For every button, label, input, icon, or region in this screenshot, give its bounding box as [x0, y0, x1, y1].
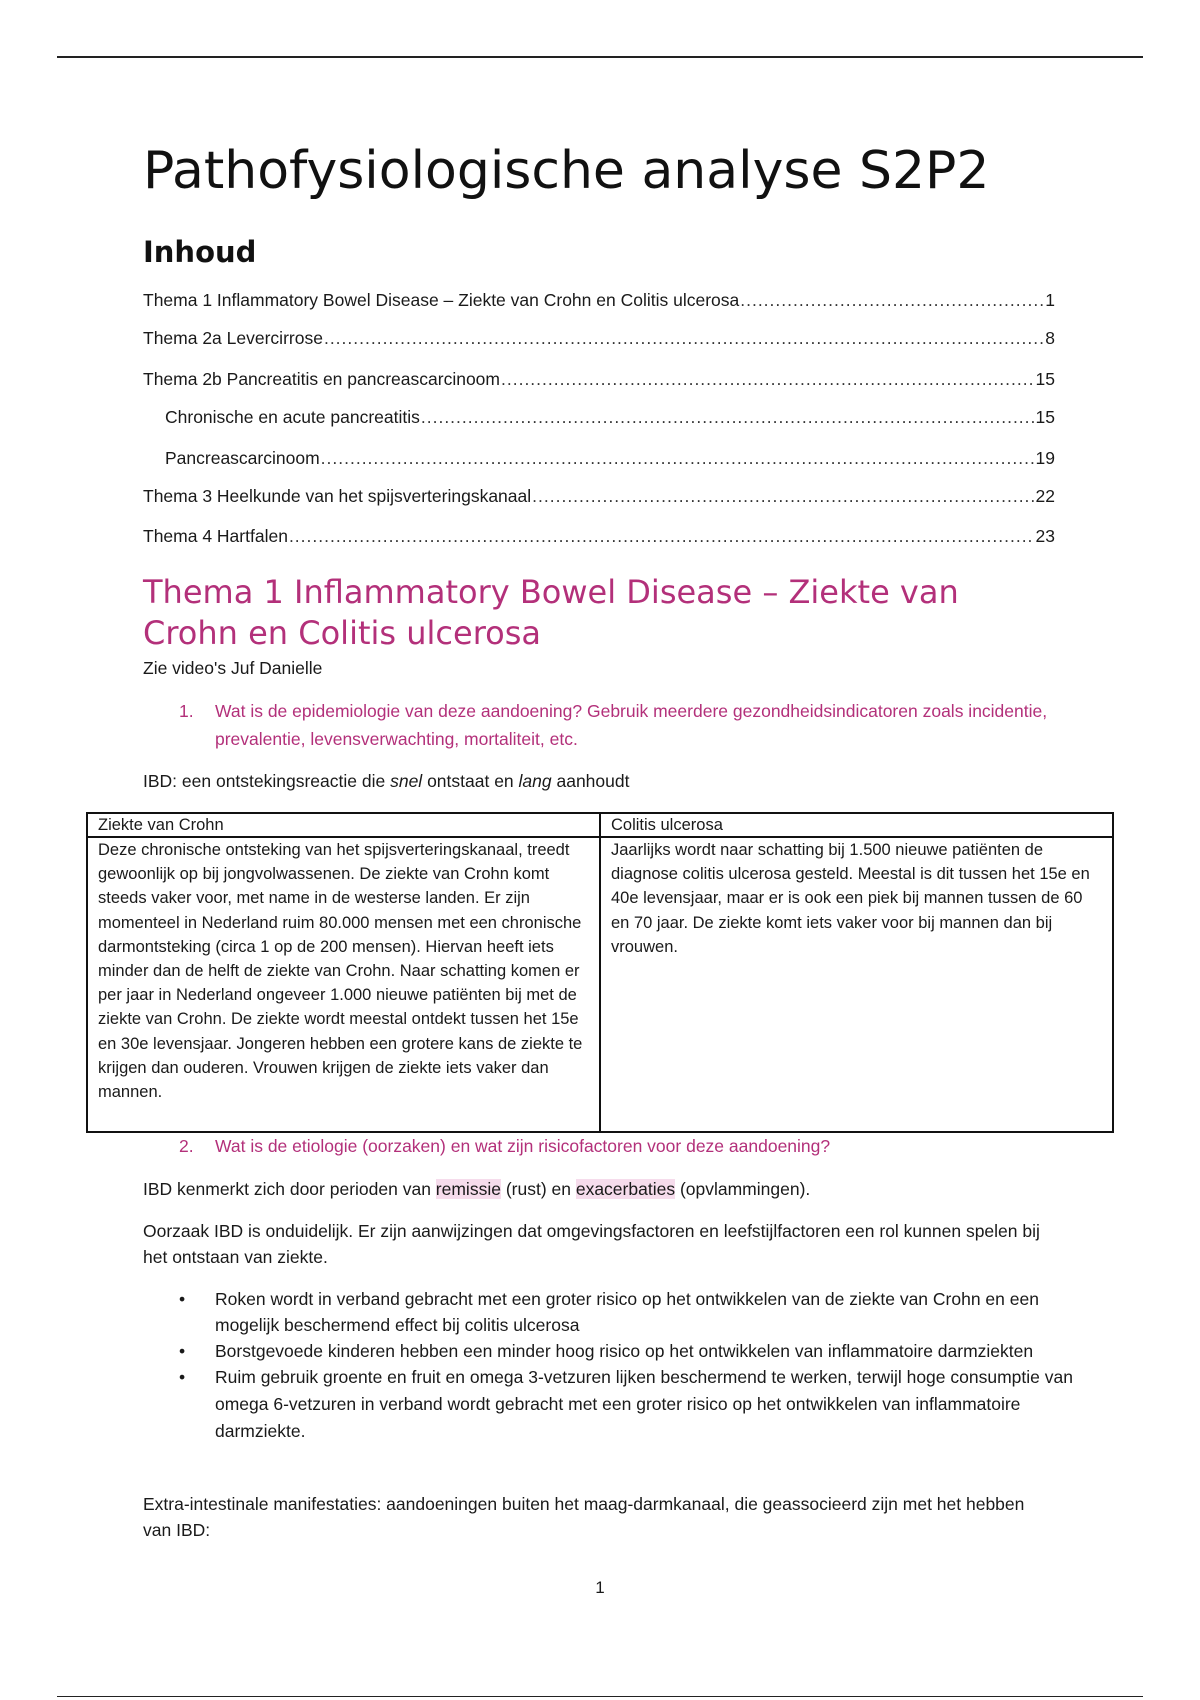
toc-leader-dots — [532, 484, 1034, 508]
question-text: Wat is de etiologie (oorzaken) en wat zijn risicofactoren voor deze aandoening? — [215, 1136, 831, 1156]
list-item-text: Ruim gebruik groente en fruit en omega 3-vetzuren lijken beschermend te werken, terwijl hoge consumptie van omega 6-vetzuren in verband wordt gebracht met een groter risico op het ontwikkelen van inflammatoire darmziekte. — [215, 1367, 1073, 1441]
ibd-definition-part: aanhoudt — [551, 771, 630, 791]
toc-leader-dots — [421, 405, 1035, 429]
toc-entry-label: Thema 3 Heelkunde van het spijsverteringskanaal — [143, 486, 532, 506]
toc-entry[interactable] — [143, 367, 1055, 391]
table-cell-colitis: Jaarlijks wordt naar schatting bij 1.500 nieuwe patiënten de diagnose colitis ulcerosa gesteld. Meestal is dit tussen het 15e en 40e levensjaar, maar er is ook een piek bij mannen tussen de 60 en 70 jaar. De ziekte komt iets vaker voor bij mannen dan bij vrouwen. — [600, 837, 1113, 1132]
ibd-definition-emphasis: snel — [390, 771, 423, 791]
section-heading: Thema 1 Inflammatory Bowel Disease – Ziekte van Crohn en Colitis ulcerosa — [143, 573, 959, 652]
toc-entry[interactable] — [165, 405, 1055, 429]
bullet-icon: • — [179, 1367, 186, 1387]
toc-entry-page: 8 — [1045, 328, 1055, 348]
bullet-icon: • — [179, 1341, 186, 1361]
toc-leader-dots — [289, 524, 1035, 548]
toc-leader-dots — [501, 367, 1035, 391]
toc-entry-page: 15 — [1035, 407, 1055, 427]
toc-entry-label: Thema 2a Levercirrose — [143, 328, 323, 348]
ibd-definition — [143, 768, 629, 794]
toc-leader-dots — [324, 326, 1044, 350]
toc-entry-label: Thema 4 Hartfalen — [143, 526, 288, 546]
table-header-row — [87, 813, 1113, 837]
bullet-icon: • — [179, 1289, 186, 1309]
toc-entry[interactable] — [143, 484, 1055, 508]
top-rule — [57, 56, 1143, 58]
toc-entry[interactable] — [165, 446, 1055, 470]
highlight-exacerbaties: exacerbaties — [575, 1179, 676, 1199]
toc-heading: Inhoud — [143, 235, 257, 269]
question-number: 1. — [179, 701, 194, 721]
ibd-periods — [143, 1176, 810, 1202]
toc-entry-page: 22 — [1035, 486, 1055, 506]
toc-entry-page: 23 — [1035, 526, 1055, 546]
toc-entry-label: Pancreascarcinoom — [165, 448, 320, 468]
intro-note: Zie video's Juf Danielle — [143, 658, 323, 678]
question-text: Wat is de epidemiologie van deze aandoening? Gebruik meerdere gezondheidsindicatoren zoals incidentie, prevalentie, levensverwachting, mortaliteit, etc. — [215, 701, 1048, 749]
list-item — [143, 1286, 1093, 1338]
question-1 — [179, 697, 1055, 753]
toc-entry-label: Thema 2b Pancreatitis en pancreascarcinoom — [143, 369, 500, 389]
ibd-periods-part: IBD kenmerkt zich door perioden van — [143, 1179, 436, 1199]
table-header-crohn: Ziekte van Crohn — [87, 813, 600, 837]
toc-leader-dots — [321, 446, 1035, 470]
ibd-definition-emphasis: lang — [518, 771, 552, 791]
table-header-colitis: Colitis ulcerosa — [600, 813, 1113, 837]
ibd-definition-part: ontstaat en — [422, 771, 519, 791]
toc-entry-label: Chronische en acute pancreatitis — [165, 407, 420, 427]
comparison-table — [86, 812, 1114, 1133]
question-number: 2. — [179, 1136, 194, 1156]
ibd-definition-part: IBD: een ontstekingsreactie die — [143, 771, 391, 791]
risk-factor-list — [143, 1286, 1093, 1445]
highlight-remissie: remissie — [435, 1179, 501, 1199]
toc-entry[interactable] — [143, 288, 1055, 312]
toc-entry[interactable] — [143, 524, 1055, 548]
list-item-text: Borstgevoede kinderen hebben een minder hoog risico op het ontwikkelen van inflammatoire darmziekten — [215, 1341, 1034, 1361]
list-item-text: Roken wordt in verband gebracht met een groter risico op het ontwikkelen van de ziekte van Crohn en een mogelijk beschermend effect bij colitis ulcerosa — [215, 1289, 1039, 1335]
table-cell-crohn: Deze chronische ontsteking van het spijsverteringskanaal, treedt gewoonlijk op bij jongvolwassenen. De ziekte van Crohn komt steeds vaker voor, met name in de westerse landen. Er zijn momenteel in Nederland ruim 80.000 mensen met een chronische darmontsteking (circa 1 op de 200 mensen). Hiervan heeft iets minder dan de helft de ziekte van Crohn. Naar schatting komen er per jaar in Nederland ongeveer 1.000 nieuwe patiënten bij met de ziekte van Crohn. De ziekte wordt meestal ontdekt tussen het 15e en 30e levensjaar. Jongeren hebben een grotere kans de ziekte te krijgen dan ouderen. Vrouwen krijgen de ziekte iets vaker dan mannen. — [87, 837, 600, 1132]
table-row — [87, 837, 1113, 1132]
document-title: Pathofysiologische analyse S2P2 — [143, 141, 990, 201]
toc-entry-page: 1 — [1045, 290, 1055, 310]
extra-intestinal-paragraph: Extra-intestinale manifestaties: aandoeningen buiten het maag-darmkanaal, die geassocieerd zijn met het hebben van IBD: — [143, 1494, 1025, 1540]
page-number: 1 — [595, 1578, 605, 1597]
bottom-rule — [57, 1696, 1143, 1697]
question-2 — [179, 1132, 1055, 1160]
toc-entry-page: 19 — [1035, 448, 1055, 468]
cause-paragraph: Oorzaak IBD is onduidelijk. Er zijn aanwijzingen dat omgevingsfactoren en leefstijlfactoren een rol kunnen spelen bij het ontstaan van ziekte. — [143, 1221, 1040, 1267]
toc-entry-label: Thema 1 Inflammatory Bowel Disease – Ziekte van Crohn en Colitis ulcerosa — [143, 290, 740, 310]
list-item — [143, 1338, 1093, 1364]
list-item — [143, 1364, 1093, 1445]
toc-entry[interactable] — [143, 326, 1055, 350]
ibd-periods-part: (opvlammingen). — [675, 1179, 811, 1199]
toc-leader-dots — [740, 288, 1044, 312]
toc-entry-page: 15 — [1035, 369, 1055, 389]
ibd-periods-part: (rust) en — [500, 1179, 576, 1199]
